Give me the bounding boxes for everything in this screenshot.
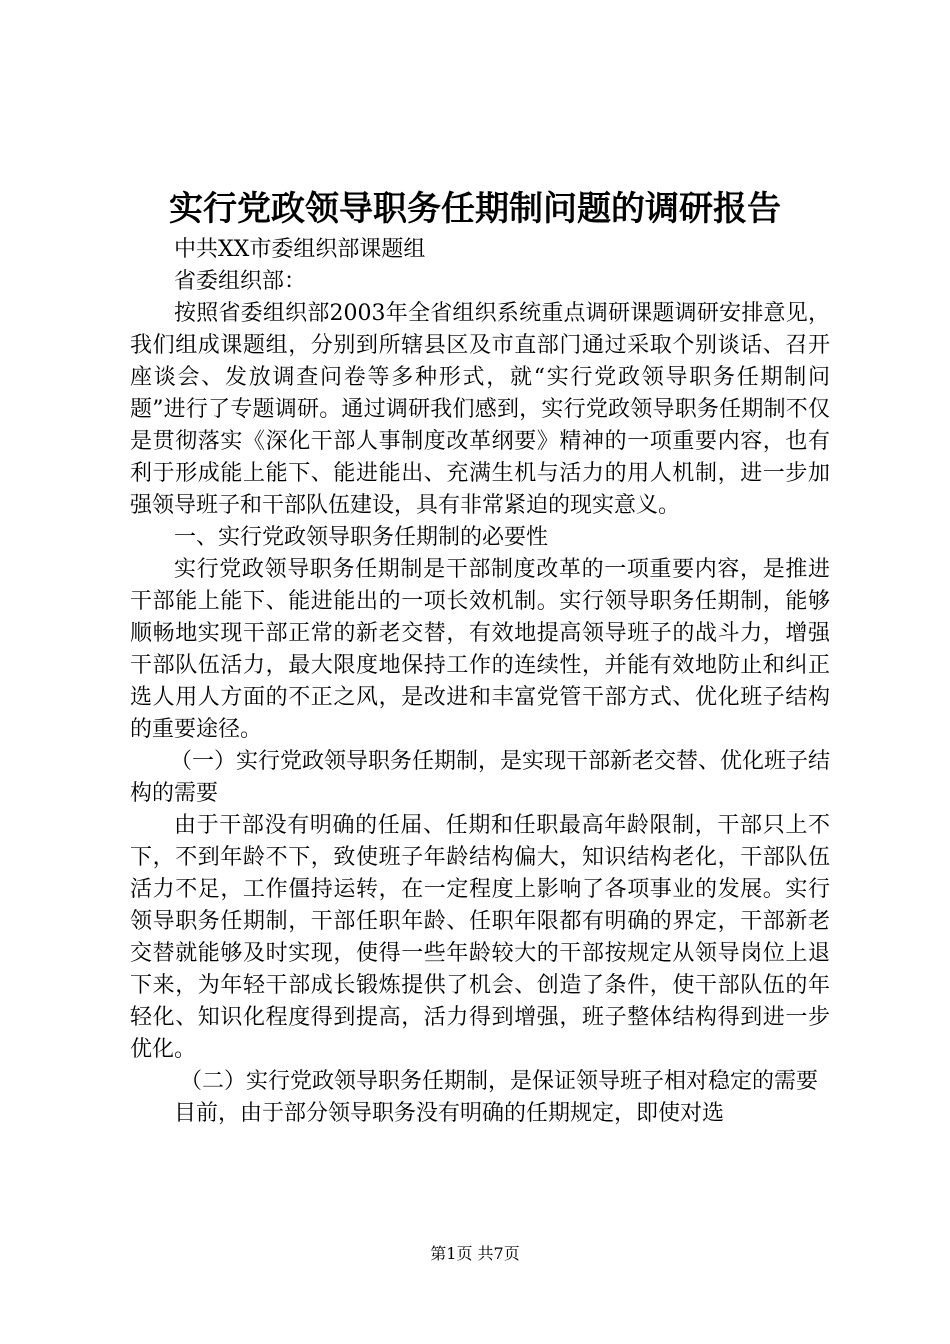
section-heading-1: 一、实行党政领导职务任期制的必要性: [174, 525, 549, 550]
paragraph-stability: 目前，由于部分领导职务没有明确的任期规定，即使对选: [174, 1101, 725, 1126]
paragraph-necessity: 实行党政领导职务任期制是干部制度改革的一项重要内容，是推进干部能上能下、能进能出的一项长效机制。实行领导职务任期制，能够顺畅地实现干部正常的新老交替，有效地提高领导班子的战斗力，增强干部队伍活力，最大限度地保持工作的连续性，并能有效地防止和纠正选人用人方面的不正之风，是改进和丰富党管干部方式、优化班子结构的重要途径。: [130, 557, 830, 742]
document-body: [130, 234, 830, 1130]
paragraph-renewal: 由于干部没有明确的任届、任期和任职最高年龄限制，干部只上不下，不到年龄不下，致使班子年龄结构偏大，知识结构老化，干部队伍活力不足，工作僵持运转，在一定程度上影响了各项事业的发展。实行领导职务任期制，干部任职年龄、任职年限都有明确的界定，干部新老交替就能够及时实现，使得一些年龄较大的干部按规定从领导岗位上退下来，为年轻干部成长锻炼提供了机会、创造了条件，使干部队伍的年轻化、知识化程度得到提高，活力得到增强，班子整体结构得到进一步优化。: [130, 813, 830, 1062]
subsection-heading-1: （一）实行党政领导职务任期制，是实现干部新老交替、优化班子结构的需要: [130, 749, 831, 806]
page-footer: 第1页 共7页: [430, 1244, 520, 1263]
author-line: 中共XX市委组织部课题组: [174, 237, 426, 262]
salutation: 省委组织部：: [174, 269, 307, 294]
paragraph-intro: 按照省委组织部2003年全省组织系统重点调研课题调研安排意见，我们组成课题组，分别到所辖县区及市直部门通过采取个别谈话、召开座谈会、发放调查问卷等多种形式，就“实行党政领导职务任期制问题”进行了专题调研。通过调研我们感到，实行党政领导职务任期制不仅是贯彻落实《深化干部人事制度改革纲要》精神的一项重要内容，也有利于形成能上能下、能进能出、充满生机与活力的用人机制，进一步加强领导班子和干部队伍建设，具有非常紧迫的现实意义。: [130, 301, 830, 518]
document-title: 实行党政领导职务任期制问题的调研报告: [169, 189, 781, 229]
subsection-heading-2: （二）实行党政领导职务任期制，是保证领导班子相对稳定的需要: [180, 1069, 819, 1094]
